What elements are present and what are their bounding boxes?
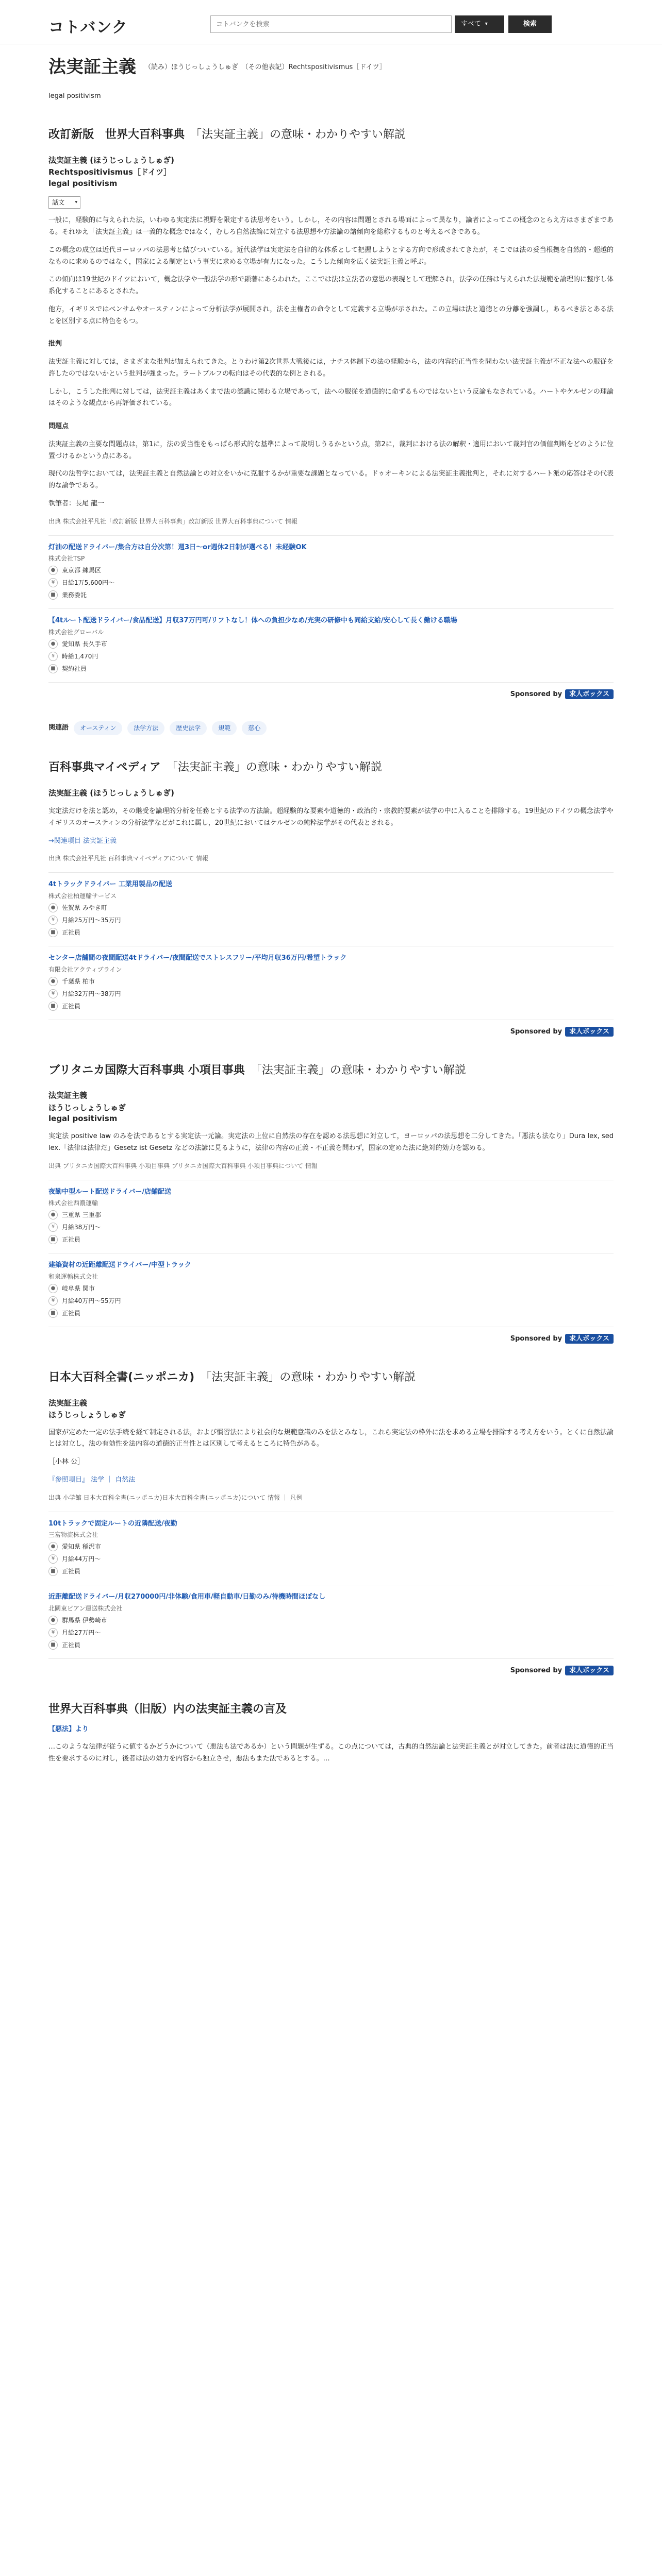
paragraph: 実定法 positive law のみを法であるとする実定法一元論。実定法の上位に自然法の存在を認める法思想に対立して，ヨーロッパの法思想を二分してきた。「悪法も法なり」Dura lex, sed lex.「法律は法律だ」Gesetz ist Gesetz などの法諺に見るように，法律の内容の正義・不正義を問わず，国家の定めた法に絶対的効力を認める。 [48, 1132, 614, 1152]
entry-foreign-en: legal positivism [48, 1114, 118, 1124]
job-type-text: 正社員 [62, 1002, 81, 1010]
job-pay-text: 日給1万5,600円〜 [62, 579, 114, 587]
related-chip[interactable]: 慈心 [242, 721, 267, 735]
job-location [48, 902, 614, 914]
sponsor-label [48, 1026, 614, 1038]
job-type [48, 1639, 614, 1651]
entry-header [48, 1396, 614, 1421]
related-chip[interactable]: 規範 [212, 721, 237, 735]
job-type [48, 1000, 614, 1012]
sponsor-text: Sponsored by [510, 1335, 562, 1343]
related-chip[interactable]: 歴史法学 [170, 721, 207, 735]
entry-foreign-en: legal positivism [48, 178, 118, 188]
job-title[interactable]: 灯油の配送ドライバー/集合方は自分次第！週3日〜or週休2日制が選べる！未経験OK [48, 543, 307, 551]
sponsor-brand[interactable]: 求人ボックス [565, 1666, 614, 1675]
job-pay [48, 1626, 614, 1639]
job-company: 株式会社TSP [48, 555, 85, 563]
section-source: 日本大百科全書(ニッポニカ) [48, 1370, 195, 1384]
section-britannica [48, 1063, 614, 1345]
job-pay-text: 月給25万円〜35万円 [62, 917, 121, 924]
paragraph: 現代の法哲学においては，法実証主義と自然法論との対立をいかに克服するかが重要な課題となっている。ドゥオーキンによる法実証主義批判と，それに対するハート派の応答はその代表的な論争である。 [48, 470, 614, 490]
job-company: 株式会社西濃運輸 [48, 1199, 98, 1207]
entry-foreign-de: Rechtspositivismus［ドイツ］ [48, 167, 172, 177]
job-ad-block [48, 535, 614, 701]
job-company: 三富物流株式会社 [48, 1531, 98, 1539]
job-title[interactable]: 10tトラックで固定ルートの近隣配送/夜勤 [48, 1519, 177, 1528]
entry-header [48, 786, 614, 800]
font-size-select[interactable] [48, 196, 80, 209]
subheading: 批判 [48, 340, 62, 348]
entry-header [48, 1089, 614, 1125]
search-category-label: すべて [461, 20, 481, 28]
job-location [48, 1209, 614, 1221]
job-card[interactable] [48, 1585, 614, 1659]
job-title[interactable]: 建築資材の近距離配送ドライバー/中型トラック [48, 1261, 191, 1269]
see-also-link[interactable]: →関連項目 法実証主義 [48, 837, 117, 845]
search-category-select[interactable] [455, 15, 504, 33]
author-note: ［小林 公］ [48, 1458, 85, 1466]
job-type [48, 926, 614, 939]
job-pay-text: 時給1,470円 [62, 653, 98, 660]
job-pay [48, 577, 614, 589]
paragraph: しかし，こうした批判に対しては，法実証主義はあくまで法の認識に関わる立場であって，法への服従を道徳的に命ずるものではないという反論もなされている。ハートやケルゼンの理論はそのような観点から再評価されている。 [48, 387, 614, 408]
job-ad-block [48, 872, 614, 1038]
entry-body [48, 806, 614, 847]
entry-headword: 法実証主義 (ほうじっしょうしゅぎ) [48, 788, 174, 798]
page-reading: （読み）ほうじっしょうしゅぎ （その他表記）Rechtspositivismus［ドイツ］ [144, 63, 386, 72]
location-pin-icon: ● [48, 977, 58, 986]
section-title: 世界大百科事典（旧版）内の法実証主義の言及 [48, 1702, 287, 1716]
job-ad-block [48, 1512, 614, 1677]
job-location-text: 佐賀県 みやき町 [62, 904, 107, 912]
paragraph: この傾向は19世紀のドイツにおいて，概念法学や一般法学の形で顕著にあらわれた。ここでは法は立法者の意思の表現として理解され，法学の任務は与えられた法規範を論理的に整序し体系化することにあるとされた。 [48, 276, 614, 296]
job-company: 北關東ビアン運送株式会社 [48, 1605, 123, 1613]
job-company: 株式会社グローバル [48, 629, 104, 636]
source-credit[interactable]: 出典 ブリタニカ国際大百科事典 小項目事典 ブリタニカ国際大百科事典 小項目事典について 情報 [48, 1162, 318, 1170]
job-location [48, 564, 614, 577]
entry-body [48, 1724, 614, 1765]
job-location-text: 愛知県 長久手市 [62, 640, 107, 648]
font-size-label: 話文 [52, 198, 65, 206]
search-button[interactable]: 検索 [508, 15, 552, 33]
job-card[interactable] [48, 1180, 614, 1254]
job-type-text: 正社員 [62, 1236, 81, 1244]
sponsor-label [48, 1665, 614, 1677]
job-type [48, 1233, 614, 1246]
job-title[interactable]: センター店舗間の夜間配送4tドライバー/夜間配送でストレスフリー/平均月収36万円/希望トラック [48, 954, 347, 962]
entry-headword: 法実証主義 (ほうじっしょうしゅぎ) [48, 155, 174, 165]
section-title [48, 1370, 614, 1386]
briefcase-icon: ■ [48, 1235, 58, 1244]
entry-body [48, 1427, 614, 1486]
section-title-rest: 「法実証主義」の意味・わかりやすい解説 [206, 1370, 416, 1384]
section-nipponica [48, 1370, 614, 1677]
yen-icon: ¥ [48, 578, 58, 587]
job-pay-text: 月給40万円〜55万円 [62, 1297, 121, 1305]
entry-reading: ほうじっしょうしゅぎ [48, 1410, 126, 1419]
job-pay [48, 1221, 614, 1233]
sponsor-text: Sponsored by [510, 1027, 562, 1036]
job-type-text: 正社員 [62, 1310, 81, 1317]
job-location [48, 1540, 614, 1553]
job-pay [48, 914, 614, 926]
job-location-text: 三重県 三重郡 [62, 1211, 101, 1219]
job-company: 株式会社柏運輸サービス [48, 892, 117, 900]
job-pay-text: 月給27万円〜 [62, 1629, 101, 1637]
paragraph: 国家が定めた一定の法手続を経て制定される法，および慣習法により社会的な規範意識のみを法とみなし，これら実定法の枠外に法を求める立場を排除する考え方をいう。とくに自然法論とは対立し，法の有効性を法内容の道徳的正当性とは区別して考えるところに特色がある。 [48, 1428, 614, 1448]
entry-header [48, 154, 614, 190]
yen-icon: ¥ [48, 1554, 58, 1564]
job-card[interactable] [48, 873, 614, 946]
sponsor-brand[interactable]: 求人ボックス [565, 1027, 614, 1037]
section-title-rest: 「法実証主義」の意味・わかりやすい解説 [256, 1063, 466, 1077]
job-ad-block [48, 1180, 614, 1345]
author: 執筆者：長尾 龍一 [48, 499, 105, 507]
section-source: 改訂新版 世界大百科事典 [48, 128, 185, 141]
related-terms [48, 721, 614, 735]
section-title-rest: 「法実証主義」の意味・わかりやすい解説 [172, 760, 382, 774]
job-company: 和泉運輸株式会社 [48, 1273, 98, 1281]
source-credit[interactable]: 出典 小学館 日本大百科全書(ニッポニカ)日本大百科全書(ニッポニカ)について 情報 ｜ 凡例 [48, 1494, 303, 1501]
yen-icon: ¥ [48, 989, 58, 998]
sponsor-brand[interactable]: 求人ボックス [565, 1334, 614, 1344]
paragraph: 他方，イギリスではベンサムやオースティンによって分析法学が展開され，法を主権者の命令として定義する立場が示された。この立場は法と道徳との分離を強調し，あるべき法とある法とを区別する点に特色をもつ。 [48, 305, 614, 325]
site-logo[interactable]: コトバンク [48, 19, 128, 37]
job-type-text: 契約社員 [62, 665, 87, 673]
paragraph: 実定法だけを法と認め，その継受を論理的分析を任務とする法学の方法論。超経験的な要素や道徳的・政治的・宗教的要素が法学の中に入ることを排除する。19世紀のドイツの概念法学やイギリスのオースティンの分析法学などがこれに属し，20世紀においてはケルゼンの純粋法学がその代表とされる。 [48, 807, 614, 827]
job-type [48, 1565, 614, 1578]
paragraph: …このような法律が従うに値するかどうかについて（悪法も法であるか）という問題が生ずる。この点については，古典的自然法論と法実証主義とが対立してきた。前者は法に道徳的正当性を要求するのに対し，後者は法の効力を内容から独立させ，悪法もまた法であるとする。… [48, 1743, 614, 1763]
yen-icon: ¥ [48, 916, 58, 925]
sponsor-label [48, 689, 614, 701]
job-card[interactable] [48, 1253, 614, 1327]
section-title-rest: 「法実証主義」の意味・わかりやすい解説 [196, 128, 406, 141]
location-pin-icon: ● [48, 1210, 58, 1219]
job-title[interactable]: 4tトラックドライバー 工業用製品の配送 [48, 880, 172, 889]
entry-headword: 法実証主義 [48, 1091, 88, 1100]
job-pay-text: 月給32万円〜38万円 [62, 990, 121, 997]
paragraph: この概念の成立は近代ヨーロッパの法思考と結びついている。近代法学は実定法を自律的な体系として把握しようとする方向で形成されてきたが，そこでは法の妥当根拠を自然的・超越的なものに求めるのではなく，国家による制定という事実に求める立場が有力になった。こうした傾向を広く法実証主義と呼ぶ。 [48, 246, 614, 266]
job-location [48, 1282, 614, 1295]
job-pay [48, 650, 614, 663]
sponsor-text: Sponsored by [510, 1667, 562, 1675]
job-card[interactable] [48, 609, 614, 683]
job-title[interactable]: 【4tルート配送ドライバー/食品配送】月収37万円可/リフトなし！体への負担少なめ/充実の研修中も同給支給/安心して長く働ける職場 [48, 617, 457, 625]
section-source: 百科事典マイペディア [48, 760, 161, 774]
job-type-text: 正社員 [62, 929, 81, 937]
location-pin-icon: ● [48, 903, 58, 912]
job-location-text: 群馬県 伊勢崎市 [62, 1617, 107, 1624]
related-chip[interactable]: 法学方法 [127, 721, 164, 735]
chevron-down-icon: ▾ [485, 21, 488, 27]
search-bar [210, 15, 552, 33]
chevron-down-icon: ▾ [75, 199, 77, 205]
page-title [48, 56, 614, 78]
briefcase-icon: ■ [48, 1640, 58, 1650]
entry-reading: ほうじっしょうしゅぎ [48, 1103, 126, 1112]
reference-links[interactable]: 『参照項目』 法学 ｜ 自然法 [48, 1476, 136, 1484]
briefcase-icon: ■ [48, 590, 58, 600]
job-pay [48, 988, 614, 1000]
job-location [48, 638, 614, 650]
subheading: 問題点 [48, 422, 69, 431]
job-pay [48, 1295, 614, 1307]
job-pay [48, 1553, 614, 1565]
section-title [48, 760, 614, 776]
job-title[interactable]: 夜勤中型ルート配送ドライバー/店舗配送 [48, 1188, 172, 1196]
yen-icon: ¥ [48, 1296, 58, 1306]
location-pin-icon: ● [48, 1284, 58, 1293]
source-credit[interactable]: 出典 株式会社平凡社 百科事典マイペディアについて 情報 [48, 855, 209, 862]
job-location-text: 岐阜県 関市 [62, 1285, 95, 1293]
briefcase-icon: ■ [48, 1002, 58, 1011]
page-title-text: 法実証主義 [48, 57, 136, 77]
yen-icon: ¥ [48, 652, 58, 661]
entry-body [48, 215, 614, 510]
entry-headword: 法実証主義 [48, 1398, 88, 1408]
job-card[interactable] [48, 946, 614, 1020]
job-company: 有限会社アクティブライン [48, 965, 122, 973]
yen-icon: ¥ [48, 1628, 58, 1637]
job-location [48, 975, 614, 988]
main-content [48, 56, 614, 1765]
section-heibonsha [48, 127, 614, 735]
job-location-text: 千葉県 柏市 [62, 977, 95, 985]
section-source: ブリタニカ国際大百科事典 小項目事典 [48, 1063, 245, 1077]
sponsor-text: Sponsored by [510, 690, 562, 699]
section-title [48, 1063, 614, 1079]
job-location-text: 東京都 練馬区 [62, 567, 101, 574]
job-location-text: 愛知県 稲沢市 [62, 1543, 101, 1551]
job-card[interactable] [48, 1512, 614, 1586]
job-pay-text: 月給44万円〜 [62, 1555, 101, 1563]
location-pin-icon: ● [48, 1542, 58, 1551]
location-pin-icon: ● [48, 639, 58, 649]
briefcase-icon: ■ [48, 928, 58, 937]
section-old-edition [48, 1702, 614, 1765]
job-type [48, 663, 614, 675]
briefcase-icon: ■ [48, 1567, 58, 1576]
job-type-text: 正社員 [62, 1641, 81, 1649]
entry-body [48, 1131, 614, 1155]
job-title[interactable]: 近距離配送ドライバー/月収270000円/非体験/食用車/軽自動車/日勤のみ/待機時間ほぼなし [48, 1593, 326, 1601]
job-type [48, 589, 614, 601]
job-type-text: 正社員 [62, 1568, 81, 1575]
mention-source-link[interactable]: 【悪法】より [48, 1725, 89, 1733]
briefcase-icon: ■ [48, 1309, 58, 1318]
related-chip[interactable]: オースティン [74, 721, 122, 735]
job-card[interactable] [48, 536, 614, 609]
briefcase-icon: ■ [48, 664, 58, 673]
location-pin-icon: ● [48, 566, 58, 575]
job-pay-text: 月給38万円〜 [62, 1224, 101, 1231]
job-location [48, 1614, 614, 1626]
job-type [48, 1307, 614, 1319]
related-label: 関連語 [48, 724, 69, 732]
site-header [0, 0, 662, 44]
section-mypedia [48, 760, 614, 1038]
page-subtitle: legal positivism [48, 92, 101, 100]
paragraph: 法実証主義に対しては，さまざまな批判が加えられてきた。とりわけ第2次世界大戦後には，ナチス体制下の法の経験から，法の内容的正当性を問わない法実証主義が不正な法への服従を許したのではないかという批判が強まった。ラートブルフの転向はその代表的な例とされる。 [48, 358, 614, 378]
paragraph: 一般に，経験的に与えられた法，いわゆる実定法に視野を限定する法思考をいう。しかし，その内容は問題とされる場面によって異なり，論者によってこの概念のとらえ方はさまざまである。それゆえ「法実証主義」は一義的な概念ではなく，むしろ自然法論に対立する法思想や方法論の諸傾向を総称するものと考えるべきである。 [48, 216, 614, 236]
sponsor-label [48, 1333, 614, 1345]
section-title [48, 127, 614, 143]
paragraph: 法実証主義の主要な問題点は，第1に，法の妥当性をもっぱら形式的な基準によって説明しうるかという点，第2に，裁判における法の解釈・適用において裁判官の価値判断をどのように位置づけるかという点にある。 [48, 440, 614, 460]
location-pin-icon: ● [48, 1616, 58, 1625]
job-type-text: 業務委託 [62, 591, 87, 599]
sponsor-brand[interactable]: 求人ボックス [565, 689, 614, 699]
source-credit[interactable]: 出典 株式会社平凡社「改訂新版 世界大百科事典」改訂新版 世界大百科事典について 情報 [48, 517, 298, 525]
yen-icon: ¥ [48, 1223, 58, 1232]
search-input[interactable] [210, 15, 452, 33]
